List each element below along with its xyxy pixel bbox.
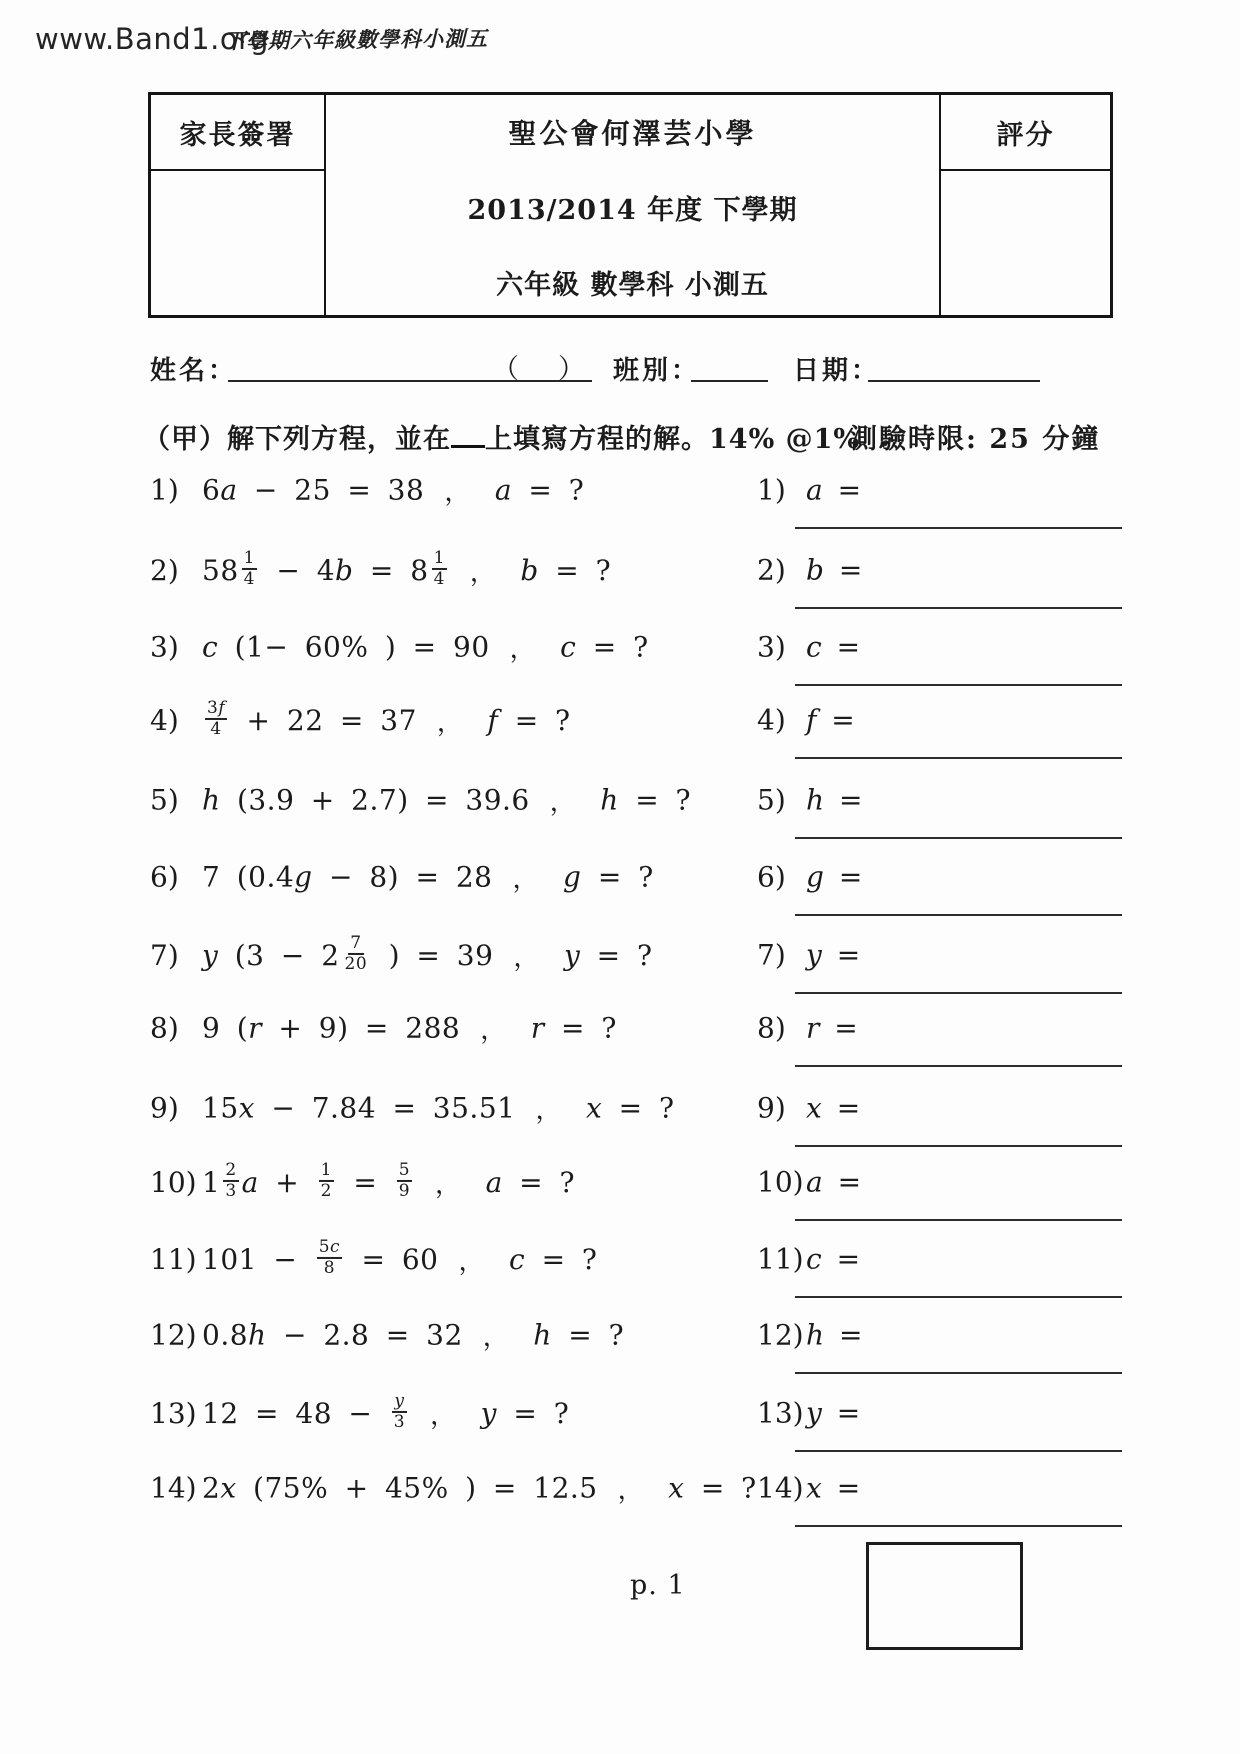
score-cell [939,95,1110,315]
answer-number: 12) [757,1318,804,1352]
equation-text: ) = 39 [372,938,494,972]
question-number: 1) [150,473,179,507]
equation-text: + [258,1165,316,1199]
equation-body: 2 x (75% + 45% ) = 12.5 ， x = ? [202,1471,757,1506]
question-number: 11) [150,1242,197,1276]
answer-label: x = [806,1091,861,1125]
comma-separator: ， [617,1475,645,1506]
answer-number: 14) [757,1471,804,1505]
fraction-numerator: 2 [223,1161,238,1182]
comma-separator: ， [458,1246,485,1277]
answer-blank-line [795,527,1122,529]
score-label: 評分 [941,95,1110,171]
equation [150,697,571,740]
equation [150,1317,624,1354]
answer-blank-line [795,914,1122,916]
answer-label: h = [806,783,863,817]
fraction [397,1161,412,1201]
fraction-denominator: 4 [210,719,222,739]
equation-text: = ? [538,553,612,587]
question-number: 13) [150,1396,197,1430]
fraction-numerator: 3f [205,699,227,720]
answer-blank-line [795,837,1122,839]
parent-signature-cell [151,95,326,315]
answer-label: x = [806,1471,861,1505]
question-number: 2) [150,553,179,587]
fraction-denominator: 4 [433,569,445,589]
answer-blank-line [795,1296,1122,1298]
equation-text: (1− 60% ) = 90 [218,630,490,664]
answer-label: c = [806,1242,861,1276]
equation [150,472,584,509]
equation-text: = ? [512,473,585,507]
fraction-denominator: 3 [393,1412,406,1432]
name-label: 姓名： [150,356,238,386]
answer-number: 11) [757,1242,804,1276]
fraction-denominator: 4 [243,569,255,589]
equation-body: 0.8 h − 2.8 = 32 ， h = ? [202,1318,625,1353]
instruction-part1: （甲）解下列方程，並在 [143,424,451,455]
equation-text: = ? [498,703,571,737]
instruction-blank [451,421,485,448]
answer-blank-line [795,1450,1122,1452]
fraction-numerator: 1 [242,549,257,570]
equation-body: $\frac{3f}{4}$ + 22 = 37 ， f = ? [207,697,571,739]
question-number: 9) [150,1091,179,1125]
date-blank-line [868,348,1040,382]
comma-separator: ， [480,1015,507,1046]
question-row [0,1152,1240,1212]
equation-body: 101 − $\frac{5c}{8}$ = 60 ， c = ? [202,1236,598,1278]
fraction [205,699,227,739]
answer-label: y = [806,938,861,972]
equation-body: 58 $\frac{1}{4}$ − 4 b = 8 $\frac{1}{4}$ ， b = ? [202,547,612,589]
question-number: 12) [150,1318,197,1352]
header-table [148,92,1113,318]
fraction-numerator: 5c [317,1238,342,1259]
question-number: 5) [150,783,179,817]
year-term: 2013/2014 年度 下學期 [467,195,798,226]
equation [150,1236,598,1279]
page-number: p. 1 [630,1570,686,1601]
equation-text: = 8 [353,553,429,587]
answer-blank-line [795,607,1122,609]
equation-text: − 4 [259,553,336,587]
fraction-denominator: 20 [344,954,368,974]
fraction-numerator: y [392,1392,406,1413]
equation-text: 2 [202,1471,221,1505]
equation-text: = ? [551,1318,625,1352]
equation-text: = ? [618,783,692,817]
date-label: 日期： [793,356,881,386]
question-number: 14) [150,1471,197,1505]
equation [150,1470,757,1507]
equation-text: + 9) = 288 [262,1011,461,1045]
fraction [317,1238,342,1278]
question-number: 6) [150,860,179,894]
question-number: 8) [150,1011,179,1045]
equation-body: h (3.9 + 2.7) = 39.6 ， h = ? [202,783,692,818]
fraction-numerator: 7 [348,934,363,955]
answer-label: b = [806,553,863,587]
fraction-numerator: 5 [397,1161,412,1182]
answer-number: 4) [757,703,786,737]
equation-body: c (1− 60% ) = 90 ， c = ? [202,630,649,665]
equation [150,1159,576,1202]
equation-text: = 60 [345,1242,439,1276]
answer-blank-line [795,1219,1122,1221]
answer-label: f = [806,703,855,737]
question-row [0,1078,1240,1138]
question-row [0,540,1240,600]
answer-label: h = [806,1318,863,1352]
question-row [0,690,1240,750]
equation [150,859,654,896]
answer-blank-line [795,684,1122,686]
equation-text: − 25 = 38 [237,473,425,507]
equation-text: 101 − [202,1242,314,1276]
fraction [242,549,257,589]
equation-body: 1 $\frac{2}{3}$ a + $\frac{1}{2}$ = $\frac{5}{9}$ ， a = ? [202,1159,576,1201]
answer-label: g = [806,860,863,894]
answer-number: 7) [757,938,786,972]
equation-text: (3 − 2 [218,938,340,972]
comma-separator: ， [509,634,537,665]
class-label: 班別： [613,356,701,386]
fraction-denominator: 3 [225,1181,237,1201]
fraction [319,1161,334,1201]
class-blank-line [691,348,768,382]
fraction [392,1392,407,1432]
question-row [0,925,1240,985]
comma-separator: ， [535,1095,562,1126]
equation-body: 15 x − 7.84 = 35.51 ， x = ? [202,1091,675,1126]
class-subject: 六年級 數學科 小測五 [496,270,769,301]
answer-number: 5) [757,783,786,817]
equation-text: − 8) = 28 [312,860,493,894]
equation-body: 12 = 48 − $\frac{y}{3}$ ， y = ? [202,1390,570,1432]
equation-body: 6 a − 25 = 38 ， a = ? [202,473,585,508]
score-box [866,1542,1023,1650]
question-row [0,1305,1240,1365]
fraction [432,549,447,589]
equation-text: 9 ( [202,1011,249,1045]
handwritten-title: 下學期六年級數學科小測五 [223,25,489,54]
answer-number: 9) [757,1091,786,1125]
fraction-denominator: 8 [323,1258,336,1278]
comma-separator: ， [512,864,540,895]
fraction [343,934,370,974]
equation [150,782,691,819]
equation-text: 0.8 [202,1318,249,1352]
fraction [223,1161,238,1201]
equation [150,629,649,666]
question-number: 10) [150,1165,197,1199]
answer-label: y = [806,1396,861,1430]
question-row [0,1383,1240,1443]
equation [150,932,653,975]
equation-text: = ? [496,1396,570,1430]
comma-separator: ， [482,1322,510,1353]
comma-separator: ， [513,942,540,973]
equation-text: = ? [502,1165,576,1199]
parent-signature-space [151,171,324,315]
equation-text: = ? [684,1471,757,1505]
instruction-part2: 上填寫方程的解。14% @1% [485,424,861,455]
equation-text: 58 [202,553,239,587]
question-row [0,460,1240,520]
answer-number: 2) [757,553,786,587]
equation-text: = ? [581,860,654,894]
answer-label: c = [806,630,861,664]
answer-number: 6) [757,860,786,894]
answer-blank-line [795,1525,1122,1527]
equation-body: 9 ( r + 9) = 288 ， r = ? [202,1011,617,1046]
equation-text: + 22 = 37 [230,703,417,737]
answer-label: a = [806,1165,862,1199]
equation [150,1090,675,1127]
answer-blank-line [795,1145,1122,1147]
question-row [0,1458,1240,1518]
name-parens: （ ） [492,354,591,385]
comma-separator: ， [549,787,577,818]
question-row [0,1229,1240,1289]
score-space [941,171,1110,315]
question-number: 7) [150,938,179,972]
equation-text: 15 [202,1091,239,1125]
equation-text: (3.9 + 2.7) = 39.6 [220,783,530,817]
equation-text: 6 [202,473,221,507]
site-watermark: www.Band1.org [35,22,269,56]
equation-body: 7 (0.4 g − 8) = 28 ， g = ? [202,860,654,895]
answer-blank-line [795,1372,1122,1374]
fraction-numerator: 1 [432,549,447,570]
answer-label: r = [806,1011,858,1045]
fraction-denominator: 2 [320,1181,332,1201]
title-cell [326,95,939,315]
school-name: 聖公會何澤芸小學 [508,117,757,150]
equation-body: y (3 − 2 $\frac{7}{20}$ ) = 39 ， y = ? [202,932,653,974]
answer-number: 3) [757,630,786,664]
comma-separator: ， [430,1400,457,1431]
question-row [0,617,1240,677]
question-row [0,770,1240,830]
answer-blank-line [795,992,1122,994]
answer-number: 8) [757,1011,786,1045]
time-limit: 測驗時限: 25 分鐘 [850,424,1101,455]
fraction-numerator: 1 [319,1161,334,1182]
equation-text: = ? [544,1011,617,1045]
answer-number: 13) [757,1396,804,1430]
equation-text: = ? [580,938,653,972]
equation-text: 7 (0.4 [202,860,295,894]
equation [150,547,612,590]
equation-text: 1 [202,1165,221,1199]
equation-text: = ? [576,630,649,664]
question-number: 3) [150,630,179,664]
comma-separator: ， [444,477,471,508]
question-row [0,847,1240,907]
instruction-line [143,417,1101,456]
equation-text: 12 = 48 − [202,1396,389,1430]
comma-separator: ， [469,557,497,588]
comma-separator: ， [435,1169,462,1200]
answer-blank-line [795,757,1122,759]
parent-signature-label: 家長簽署 [151,95,324,171]
question-row [0,998,1240,1058]
equation-text: = [336,1165,394,1199]
answer-number: 10) [757,1165,804,1199]
equation-text: − 2.8 = 32 [266,1318,463,1352]
equation [150,1390,570,1433]
answer-blank-line [795,1065,1122,1067]
answer-label: a = [806,473,862,507]
answer-number: 1) [757,473,786,507]
equation-text: (75% + 45% ) = 12.5 [236,1471,598,1505]
equation-text: = ? [602,1091,675,1125]
equation-text: − 7.84 = 35.51 [254,1091,516,1125]
fraction-denominator: 9 [398,1181,411,1201]
equation-text: = ? [525,1242,598,1276]
equation [150,1010,617,1047]
question-number: 4) [150,703,179,737]
comma-separator: ， [436,707,464,738]
